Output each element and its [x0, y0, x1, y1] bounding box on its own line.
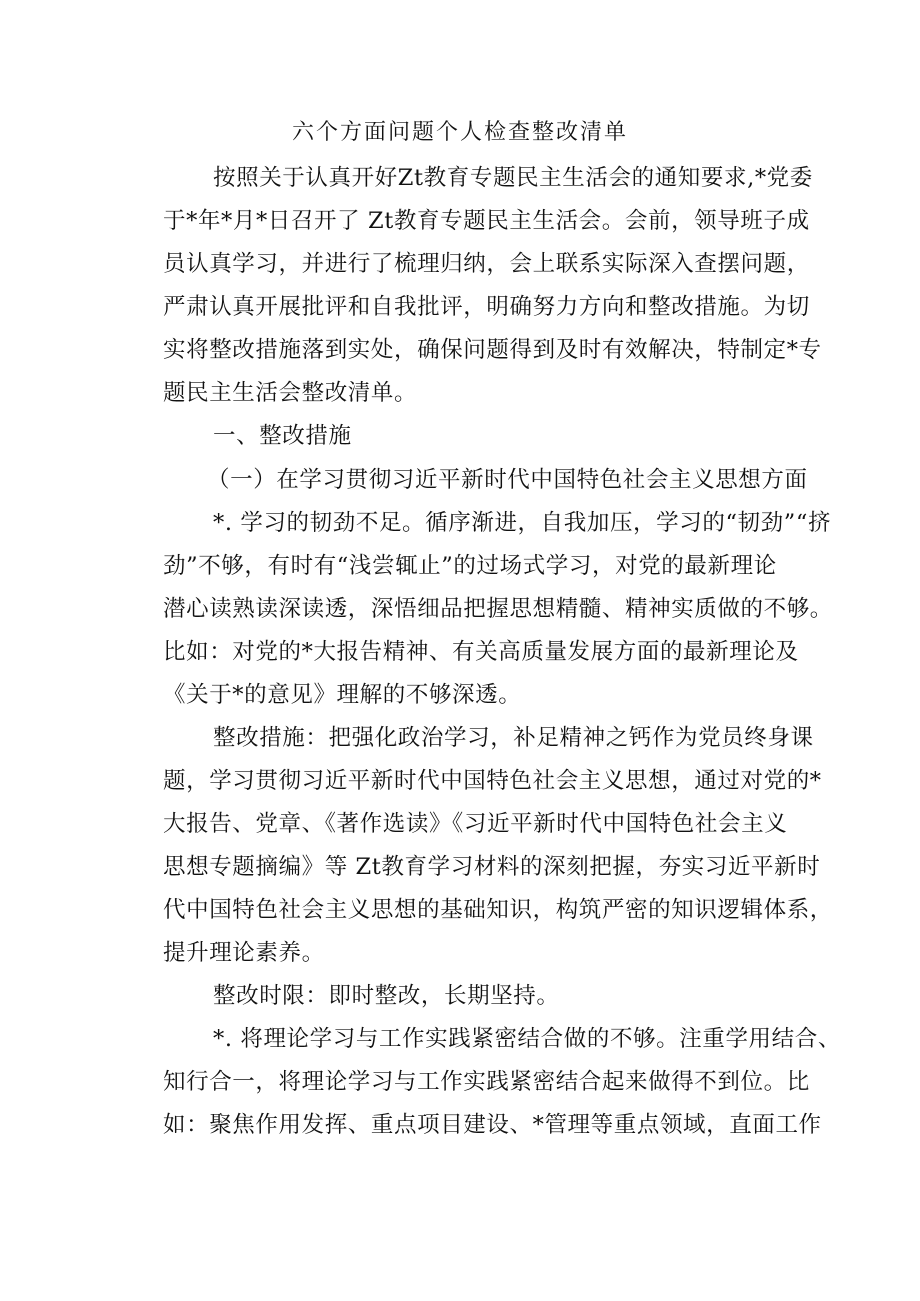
paragraph-line: 劲”不够，有时有“浅尝辄止”的过场式学习，对党的最新理论: [163, 553, 777, 579]
paragraph-line: 员认真学习，并进行了梳理归纳，会上联系实际深入查摆问题，: [163, 251, 810, 277]
paragraph-line: *. 将理论学习与工作实践紧密结合做的不够。注重学用结合、: [213, 1026, 841, 1052]
subsection-heading: （一）在学习贯彻习近平新时代中国特色社会主义思想方面: [207, 467, 808, 493]
section-heading: 一、整改措施: [213, 423, 352, 449]
paragraph-line: 比如：对党的*大报告精神、有关高质量发展方面的最新理论及: [163, 639, 799, 665]
document-title: 六个方面问题个人检查整改清单: [291, 120, 628, 145]
paragraph-line: 严肃认真开展批评和自我批评，明确努力方向和整改措施。为切: [163, 294, 810, 320]
paragraph-line: 如：聚焦作用发挥、重点项目建设、*管理等重点领域，直面工作: [163, 1112, 822, 1138]
paragraph-line: 按照关于认真开好Zt教育专题民主生活会的通知要求,*党委: [213, 165, 813, 191]
paragraph-line: 提升理论素养。: [163, 940, 325, 966]
paragraph-line: 思想专题摘编》等 Zt教育学习材料的深刻把握，夯实习近平新时: [163, 854, 821, 880]
paragraph-line: *. 学习的韧劲不足。循序渐进，自我加压，学习的“韧劲”“挤: [213, 510, 832, 536]
paragraph-line: 题，学习贯彻习近平新时代中国特色社会主义思想，通过对党的*: [163, 768, 822, 794]
paragraph-line: 于*年*月*日召开了 Zt教育专题民主生活会。会前，领导班子成: [163, 208, 810, 234]
paragraph-line: 《关于*的意见》理解的不够深透。: [163, 682, 522, 708]
paragraph-line: 知行合一，将理论学习与工作实践紧密结合起来做得不到位。比: [163, 1069, 810, 1095]
paragraph-line: 潜心读熟读深读透，深悟细品把握思想精髓、精神实质做的不够。: [163, 596, 833, 622]
paragraph-line: 整改措施：把强化政治学习，补足精神之钙作为党员终身课: [213, 725, 814, 751]
paragraph-line: 整改时限：即时整改，长期坚持。: [213, 983, 560, 1009]
paragraph-line: 代中国特色社会主义思想的基础知识，构筑严密的知识逻辑体系，: [163, 897, 833, 923]
paragraph-line: 题民主生活会整改清单。: [163, 380, 418, 406]
paragraph-line: 实将整改措施落到实处，确保问题得到及时有效解决，特制定*专: [163, 337, 822, 363]
paragraph-line: 大报告、党章、《著作选读》《习近平新时代中国特色社会主义: [163, 811, 788, 837]
